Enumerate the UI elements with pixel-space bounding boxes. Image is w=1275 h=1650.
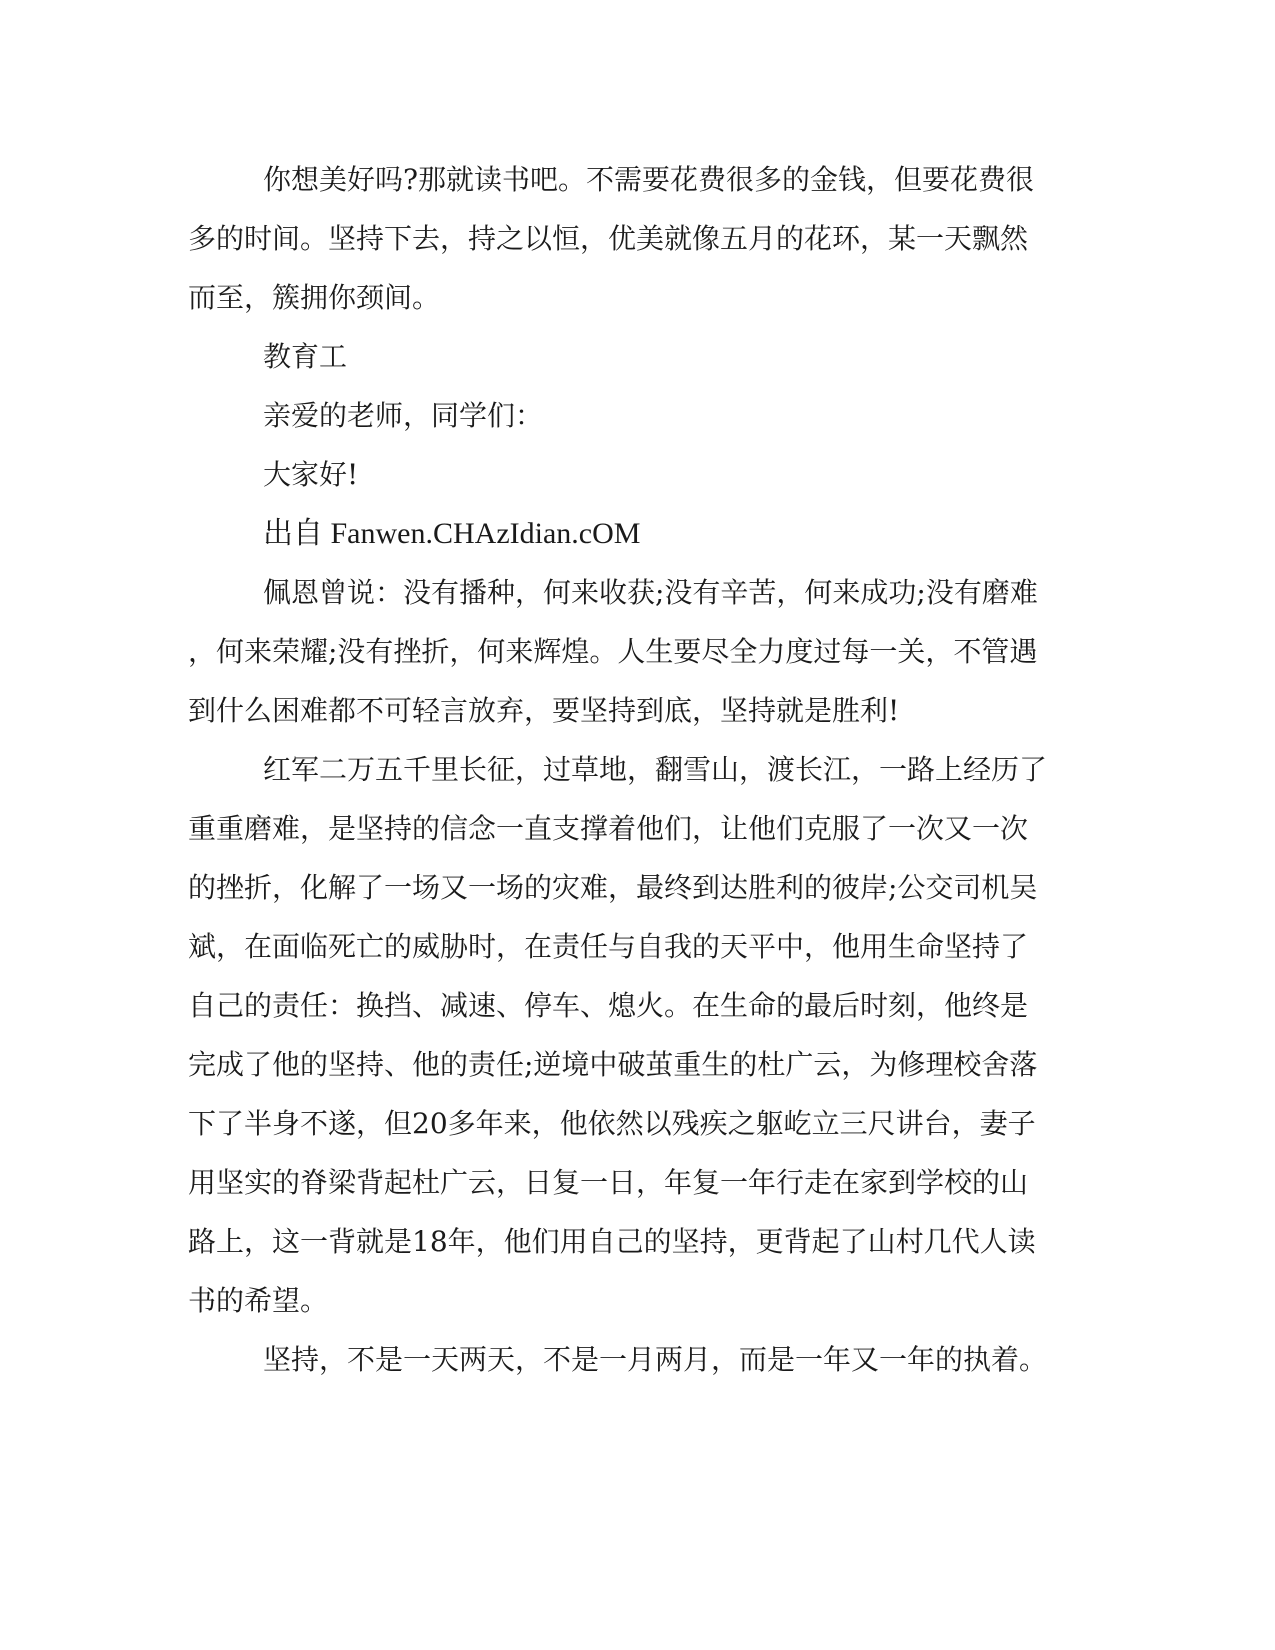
paragraph-text: 坚持，不是一天两天，不是一月两月，而是一年又一年的执着。 xyxy=(263,1343,1048,1376)
paragraph-text: 完成了他的坚持、他的责任;逆境中破茧重生的杜广云，为修理校舍落 xyxy=(188,1048,1038,1081)
text-line xyxy=(0,927,1275,967)
text-line xyxy=(0,1340,1275,1380)
paragraph-text: 佩恩曾说：没有播种，何来收获;没有辛苦，何来成功;没有磨难 xyxy=(263,576,1038,609)
text-line xyxy=(0,868,1275,908)
paragraph-text: ，何来荣耀;没有挫折，何来辉煌。人生要尽全力度过每一关，不管遇 xyxy=(188,635,1038,668)
section-heading: 教育工 xyxy=(263,340,348,373)
text-line xyxy=(0,750,1275,790)
paragraph-text: 斌，在面临死亡的威胁时，在责任与自我的天平中，他用生命坚持了 xyxy=(188,930,1029,963)
source-note: 出自 Fanwen.CHAzIdian.cOM xyxy=(263,517,641,550)
text-line xyxy=(0,573,1275,613)
text-line xyxy=(0,455,1275,495)
paragraph-text: 到什么困难都不可轻言放弃，要坚持到底，坚持就是胜利! xyxy=(188,694,900,727)
text-line xyxy=(0,278,1275,318)
paragraph-text: 书的希望。 xyxy=(188,1284,329,1317)
paragraph-text: 下了半身不遂，但20多年来，他依然以残疾之躯屹立三尺讲台，妻子 xyxy=(188,1107,1036,1140)
paragraph-text: 你想美好吗?那就读书吧。不需要花费很多的金钱，但要花费很 xyxy=(263,163,1035,196)
paragraph-text: 自己的责任：换挡、减速、停车、熄火。在生命的最后时刻，他终是 xyxy=(188,989,1029,1022)
text-line xyxy=(0,1045,1275,1085)
text-line xyxy=(0,986,1275,1026)
text-line xyxy=(0,1163,1275,1203)
text-line xyxy=(0,337,1275,377)
paragraph-text: 多的时间。坚持下去，持之以恒，优美就像五月的花环，某一天飘然 xyxy=(188,222,1029,255)
text-line xyxy=(0,219,1275,259)
text-line xyxy=(0,1281,1275,1321)
text-line xyxy=(0,1104,1275,1144)
paragraph-text: 红军二万五千里长征，过草地，翻雪山，渡长江，一路上经历了 xyxy=(263,753,1048,786)
text-line xyxy=(0,514,1275,554)
paragraph-text: 用坚实的脊梁背起杜广云，日复一日，年复一年行走在家到学校的山 xyxy=(188,1166,1029,1199)
text-line xyxy=(0,691,1275,731)
greeting: 大家好! xyxy=(263,458,359,491)
text-line xyxy=(0,396,1275,436)
paragraph-text: 重重磨难，是坚持的信念一直支撑着他们，让他们克服了一次又一次 xyxy=(188,812,1029,845)
paragraph-text: 而至，簇拥你颈间。 xyxy=(188,281,441,314)
text-line xyxy=(0,632,1275,672)
paragraph-text: 路上，这一背就是18年，他们用自己的坚持，更背起了山村几代人读 xyxy=(188,1225,1036,1258)
text-line xyxy=(0,160,1275,200)
text-line xyxy=(0,1222,1275,1262)
paragraph-text: 的挫折，化解了一场又一场的灾难，最终到达胜利的彼岸;公交司机吴 xyxy=(188,871,1038,904)
salutation: 亲爱的老师，同学们： xyxy=(263,399,544,432)
text-line xyxy=(0,809,1275,849)
